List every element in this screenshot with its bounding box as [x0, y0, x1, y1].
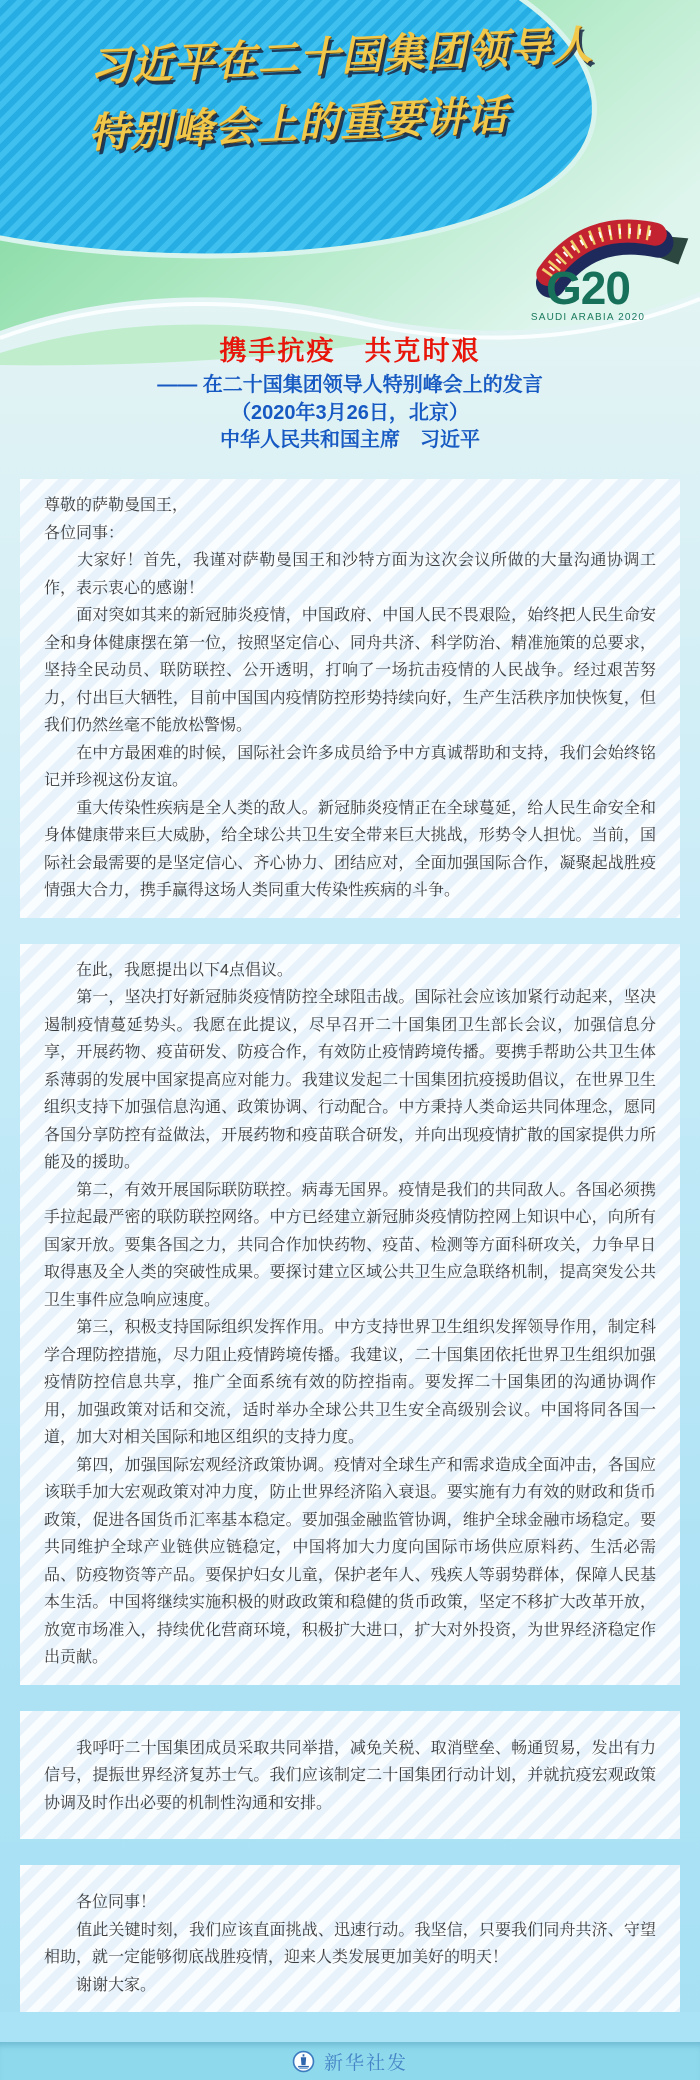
g20-logo-subtext: SAUDI ARABIA 2020: [530, 312, 646, 323]
speech-date-line: （2020年3月26日，北京）: [231, 401, 469, 424]
paragraph: 在此，我愿提出以下4点倡议。: [44, 961, 293, 979]
footer-strip: [0, 2012, 700, 2042]
paragraph: 第二，有效开展国际联防联控。病毒无国界。疫情是我们的共同敌人。各国必须携手拉起最严密的联防联控网络。中方已经建立新冠肺炎疫情防控网上知识中心，向所有国家开放。要集各国之力，共同合作加快药物、疫苗、检测等方面科研攻关，力争早日取得惠及全人类的突破性成果。要探讨建立区域公共卫生应急联络机制，提高突发公共卫生事件应急响应速度。: [44, 1181, 656, 1309]
paragraph: 第一，坚决打好新冠肺炎疫情防控全球阻击战。国际社会应该加紧行动起来，坚决遏制疫情蔓延势头。我愿在此提议，尽早召开二十国集团卫生部长会议，加强信息分享，开展药物、疫苗研发、防疫合作，有效防止疫情跨境传播。要携手帮助公共卫生体系薄弱的发展中国家提高应对能力。我建议发起二十国集团抗疫援助倡议，在世界卫生组织支持下加强信息沟通、政策协调、行动配合。中方秉持人类命运共同体理念，愿同各国分享防控有益做法，开展药物和疫苗联合研发，并向出现疫情扩散的国家提供力所能及的援助。: [44, 989, 656, 1171]
footer-bar: [0, 2042, 700, 2080]
g20-logo-text: G20: [546, 262, 630, 314]
paragraph: 第四，加强国际宏观经济政策协调。疫情对全球生产和需求造成全面冲击，各国应该联手加大宏观政策对冲力度，防止世界经济陷入衰退。要实施有力有效的财政和货币政策，促进各国货币汇率基本稳定。要加强金融监管协调，维护全球金融市场稳定。要共同维护全球产业链供应链稳定，中国将加大力度向国际市场供应原料药、生活必需品、防疫物资等产品。要保护妇女儿童，保护老年人、残疾人等弱势群体，保障人民基本生活。中国将继续实施积极的财政政策和稳健的货币政策，坚定不移扩大改革开放，放宽市场准入，持续优化营商环境，积极扩大进口，扩大对外投资，为世界经济稳定作出贡献。: [44, 1456, 656, 1666]
paragraph: 大家好！首先，我谨对萨勒曼国王和沙特方面为这次会议所做的大量沟通协调工作，表示衷心的感谢！: [44, 552, 656, 597]
xinhua-emblem-icon: [292, 2050, 315, 2073]
content-box-call-to-action: [20, 1711, 680, 1840]
paragraph: 各位同事：: [44, 524, 125, 542]
speech-subtitle-block: [0, 372, 700, 455]
paragraph: 我呼吁二十国集团成员采取共同举措，减免关税、取消壁垒、畅通贸易，发出有力信号，提振世界经济复苏士气。我们应该制定二十国集团行动计划，并就抗疫宏观政策协调及时作出必要的机制性沟通和安排。: [44, 1739, 656, 1812]
content-box-greeting-and-china-response: [20, 479, 680, 918]
paragraph: 第三，积极支持国际组织发挥作用。中方支持世界卫生组织发挥领导作用，制定科学合理防控措施，尽力阻止疫情跨境传播。我建议，二十国集团依托世界卫生组织加强疫情防控信息共享，推广全面系统有效的防控指南。要发挥二十国集团的沟通协调作用，加强政策对话和交流，适时举办全球公共卫生安全高级别会议。中国将同各国一道，加大对相关国际和地区组织的支持力度。: [44, 1319, 656, 1446]
paragraph: 谢谢大家。: [44, 1976, 157, 1994]
speech-source-line: —— 在二十国集团领导人特别峰会上的发言: [157, 374, 543, 396]
paragraph: 各位同事！: [44, 1894, 157, 1911]
paragraph: 尊敬的萨勒曼国王，: [44, 497, 189, 514]
speech-headline: 携手抗疫 共克时艰: [219, 336, 481, 366]
footer-credit: 新华社发: [323, 2052, 408, 2074]
content-box-closing: [20, 1865, 680, 2021]
paragraph: 重大传染性疾病是全人类的敌人。新冠肺炎疫情正在全球蔓延，给人民生命安全和身体健康带来巨大威胁，给全球公共卫生安全带来巨大挑战，形势令人担忧。当前，国际社会最需要的是坚定信心、齐心协力、团结应对，全面加强国际合作，凝聚起战胜疫情强大合力，携手赢得这场人类同重大传染性疾病的斗争。: [44, 799, 656, 899]
paragraph: 在中方最困难的时候，国际社会许多成员给予中方真诚帮助和支持，我们会始终铭记并珍视这份友谊。: [44, 744, 656, 789]
banner-title-line1: 习近平在二十国集团领导人: [88, 22, 594, 90]
content-box-four-proposals: [20, 944, 680, 1685]
banner-title-line2: 特别峰会上的重要讲话: [87, 91, 509, 157]
content-sections: [20, 479, 680, 2047]
paragraph: 值此关键时刻，我们应该直面挑战、迅速行动。我坚信，只要我们同舟共济、守望相助，就一定能够彻底战胜疫情，迎来人类发展更加美好的明天！: [44, 1921, 656, 1966]
paragraph: 面对突如其来的新冠肺炎疫情，中国政府、中国人民不畏艰险，始终把人民生命安全和身体健康摆在第一位，按照坚定信心、同舟共济、科学防治、精准施策的总要求，坚持全民动员、联防联控、公开透明，打响了一场抗击疫情的人民战争。经过艰苦努力，付出巨大牺牲，目前中国国内疫情防控形势持续向好，生产生活秩序加快恢复，但我们仍然丝毫不能放松警惕。: [44, 607, 656, 734]
speech-speaker-line: 中华人民共和国主席 习近平: [220, 429, 480, 451]
banner-title: [88, 12, 597, 166]
footer: [0, 2012, 700, 2080]
